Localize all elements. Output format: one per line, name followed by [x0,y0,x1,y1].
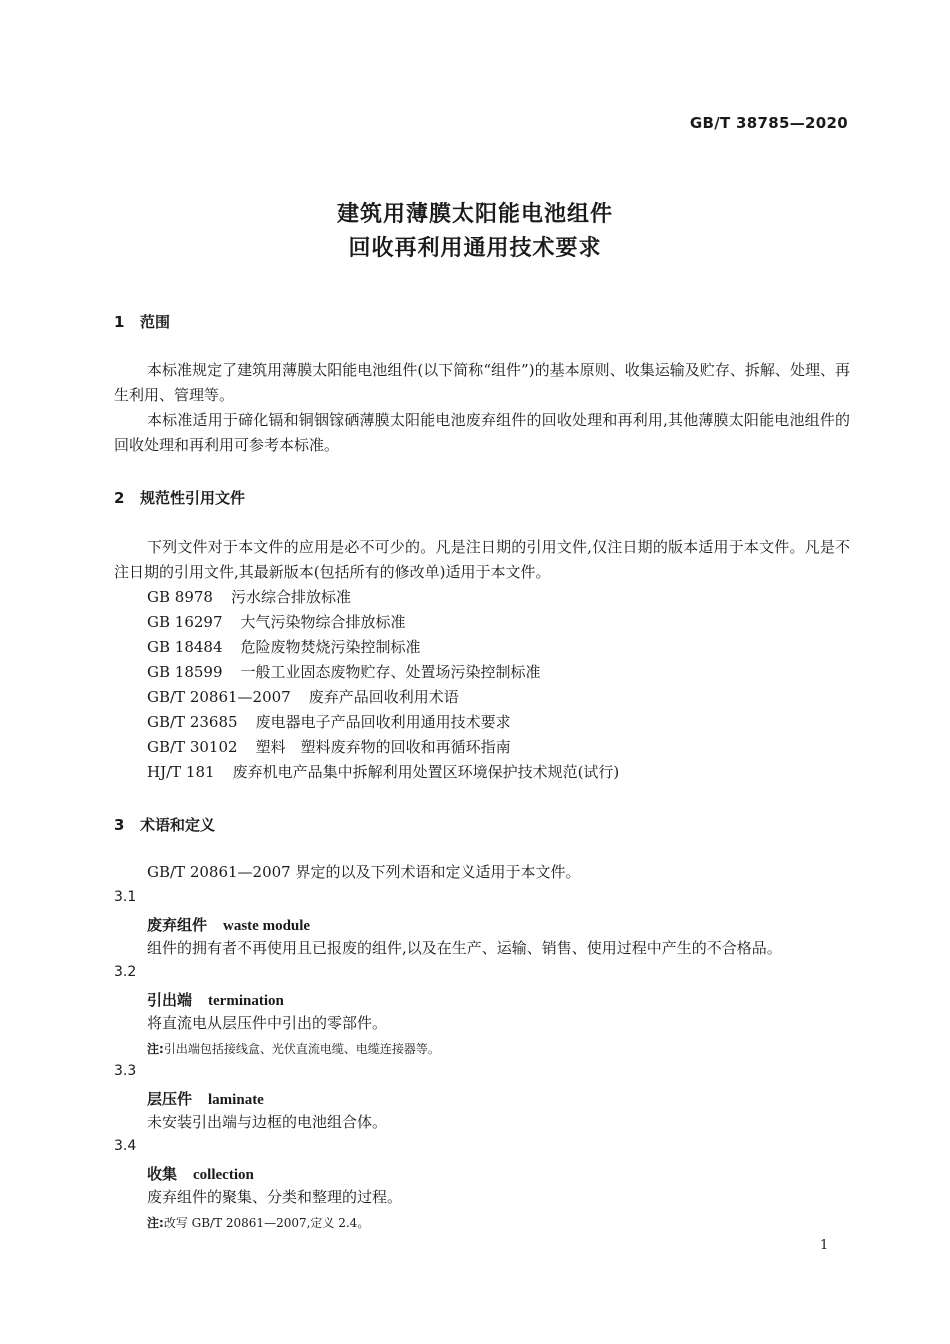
reference-title: 污水综合排放标准 [230,588,351,606]
note-label: 注: [147,1216,164,1230]
section-number: 2 [114,489,125,507]
reference-item [147,760,619,785]
reference-item [147,735,511,760]
term-zh: 废弃组件 [147,916,208,934]
page-number: 1 [820,1238,829,1253]
section-1-paragraph-1: 本标准规定了建筑用薄膜太阳能电池组件(以下简称“组件”)的基本原则、收集运输及贮存、拆解、处理、再生利用、管理等。 [114,361,850,404]
reference-title: 废弃产品回收利用术语 [308,688,459,706]
term-en: waste module [223,918,311,934]
reference-code: GB 8978 [147,588,213,606]
term-definition: 组件的拥有者不再使用且已报废的组件,以及在生产、运输、销售、使用过程中产生的不合格品。 [147,939,782,957]
reference-title: 大气污染物综合排放标准 [240,613,406,631]
section-1-heading [114,311,170,332]
term-definition: 废弃组件的聚集、分类和整理的过程。 [147,1188,403,1206]
reference-title: 危险废物焚烧污染控制标准 [240,638,421,656]
section-number: 3 [114,816,125,834]
note-text: 引出端包括接线盒、光伏直流电缆、电缆连接器等。 [163,1042,440,1056]
term-heading [147,914,310,935]
reference-code: GB/T 20861—2007 [147,688,291,706]
term-definition: 未安装引出端与边框的电池组合体。 [147,1113,388,1131]
reference-title: 废电器电子产品回收利用通用技术要求 [255,713,511,731]
reference-code: GB/T 30102 [147,738,238,756]
reference-title: 废弃机电产品集中拆解利用处置区环境保护技术规范(试行) [232,763,620,781]
term-en: termination [208,993,284,1009]
term-heading [147,1163,254,1184]
section-1-paragraph-2: 本标准适用于碲化镉和铜铟镓硒薄膜太阳能电池废弃组件的回收处理和再利用,其他薄膜太阳能电池组件的回收处理和再利用可参考本标准。 [114,411,850,454]
section-number: 1 [114,313,125,331]
section-3-heading [114,814,215,835]
term-number: 3.2 [114,964,137,980]
term-number: 3.4 [114,1138,137,1154]
document-title-line-2: 回收再利用通用技术要求 [348,236,602,261]
reference-item [147,585,351,610]
term-note [147,1214,369,1231]
reference-title: 一般工业固态废物贮存、处置场污染控制标准 [240,663,541,681]
reference-item [147,660,541,685]
standard-code: GB/T 38785—2020 [689,114,848,132]
reference-code: GB 16297 [147,613,223,631]
reference-code: GB 18484 [147,638,223,656]
note-text: 改写 GB/T 20861—2007,定义 2.4。 [163,1216,370,1230]
term-number: 3.3 [114,1063,137,1079]
reference-item [147,685,459,710]
reference-title: 塑料 塑料废弃物的回收和再循环指南 [255,738,511,756]
reference-code: GB/T 23685 [147,713,238,731]
document-title-line-1: 建筑用薄膜太阳能电池组件 [336,202,613,227]
reference-item [147,710,511,735]
section-2-intro: 下列文件对于本文件的应用是必不可少的。凡是注日期的引用文件,仅注日期的版本适用于本文件。凡是不注日期的引用文件,其最新版本(包括所有的修改单)适用于本文件。 [114,538,850,581]
section-title: 范围 [140,313,171,331]
reference-code: GB 18599 [147,663,223,681]
reference-item [147,610,406,635]
section-3-intro: GB/T 20861—2007 界定的以及下列术语和定义适用于本文件。 [147,863,581,881]
term-heading [147,1088,264,1109]
section-2-heading [114,487,245,508]
term-heading [147,989,284,1010]
term-definition: 将直流电从层压件中引出的零部件。 [147,1014,388,1032]
term-zh: 层压件 [147,1090,193,1108]
term-number: 3.1 [114,889,137,905]
term-en: collection [193,1167,254,1183]
reference-item [147,635,421,660]
term-note [147,1040,440,1057]
section-title: 规范性引用文件 [140,489,246,507]
term-zh: 引出端 [147,991,193,1009]
reference-code: HJ/T 181 [147,763,215,781]
note-label: 注: [147,1042,164,1056]
term-en: laminate [208,1092,264,1108]
term-zh: 收集 [147,1165,178,1183]
section-title: 术语和定义 [140,816,216,834]
